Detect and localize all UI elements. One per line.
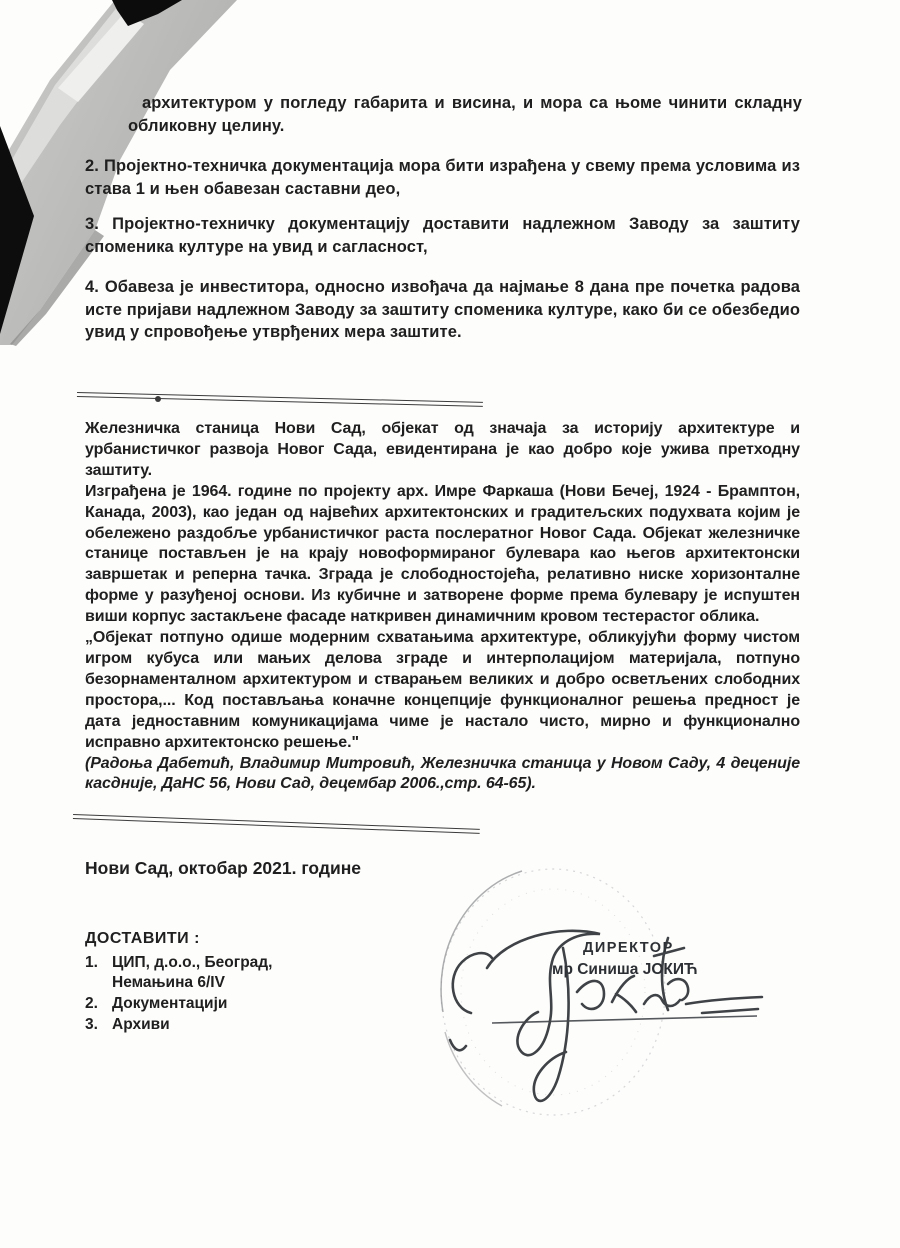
distribution-item-text: Документацији: [112, 995, 228, 1012]
round-stamp-outline: [441, 869, 665, 1115]
distribution-item-text: [112, 953, 272, 993]
distribution-item-number: 3.: [85, 1016, 98, 1033]
handwritten-signature: [450, 931, 762, 1101]
director-name: мр Синиша ЈОКИЋ: [552, 961, 698, 978]
signature-underline: [492, 1016, 757, 1023]
heritage-para-3: „Објекат потпуно одише модерним схватањима архитектуре, обликујући форму чистом игром кубуса или мањих делова зграде и интерполацијом материјала, потпуно безорнаменталном архитектуром и стварањем великих и добро осветљених слободних простора,... Код постављања коначне концепције функционалног решења предност је дата једноставним комуникацијама чиме је настало чисто, мирно и функционално исправно архитектонско решење.": [85, 629, 800, 751]
heritage-para-1: Железничка станица Нови Сад, објекат од значаја за историју архитектуре и урбанистичког развоја Новог Сада, евидентирана је као добро које ужива претходну заштиту.: [85, 420, 800, 479]
citation-line: (Радоња Дабетић, Владимир Митровић, Железничка станица у Новом Саду, 4 деценије касдније, ДаНС 56, Нови Сад, децембар 2006.,стр. 64-65).: [85, 754, 800, 793]
condition-item-2: 2. Пројектно-техничка документација мора бити израђена у свему према условима из става 1 и њен обавезан саставни део,: [85, 157, 800, 198]
distribution-item: [85, 1015, 272, 1035]
distribution-heading: ДОСТАВИТИ :: [85, 930, 200, 947]
distribution-item-line: Немањина 6/IV: [112, 974, 225, 991]
separator-line-bottom: [73, 814, 480, 834]
distribution-item-line: ЦИП, д.о.о., Београд,: [112, 954, 273, 971]
distribution-item: [85, 994, 272, 1014]
distribution-item-number: 1.: [85, 954, 98, 971]
condition-item-4: 4. Обавеза је инвеститора, односно извођача да најмање 8 дана пре почетка радова исте пријави надлежном Заводу за заштиту споменика културе, како би се обезбедио увид у спровођење утврђених мера заштите.: [85, 278, 800, 341]
date-place-line: Нови Сад, октобар 2021. године: [85, 858, 362, 878]
director-title: ДИРЕКТОР: [583, 940, 674, 956]
heritage-para-2: Изграђена је 1964. године по пројекту арх. Имре Фаркаша (Нови Бечеј, 1924 - Брамптон, Канада, 2003), као један од највећих архитектонских и градитељских подухвата којим је обележено раздобље урбанистичког раста послератног Новог Сада. Објекат железничке станице постављен је на крају новоформираног булевара као његов архитектонски завршетак и реперна тачка. Зграда је слободностојећа, релативно ниске хоризонталне форме у разуђеној основи. Из кубичне и затворене форме према булевару је испуштен виши корпус застакљене фасаде наткривен динамичним кровом тестерастог облика.: [85, 482, 800, 626]
heritage-description: [85, 419, 800, 795]
ink-blot: [155, 396, 161, 402]
condition-item-3: 3. Пројектно-техничку документацију доставити надлежном Заводу за заштиту споменика културе на увид и сагласност,: [85, 215, 800, 256]
distribution-item-text: Архиви: [112, 1016, 170, 1033]
distribution-item-number: 2.: [85, 995, 98, 1012]
continuation-paragraph: архитектуром у погледу габарита и висина, и мора са њоме чинити складну обликовну целину.: [128, 94, 802, 135]
separator-line-top: [77, 392, 483, 407]
distribution-item: [85, 953, 272, 993]
distribution-list: [85, 929, 272, 1035]
